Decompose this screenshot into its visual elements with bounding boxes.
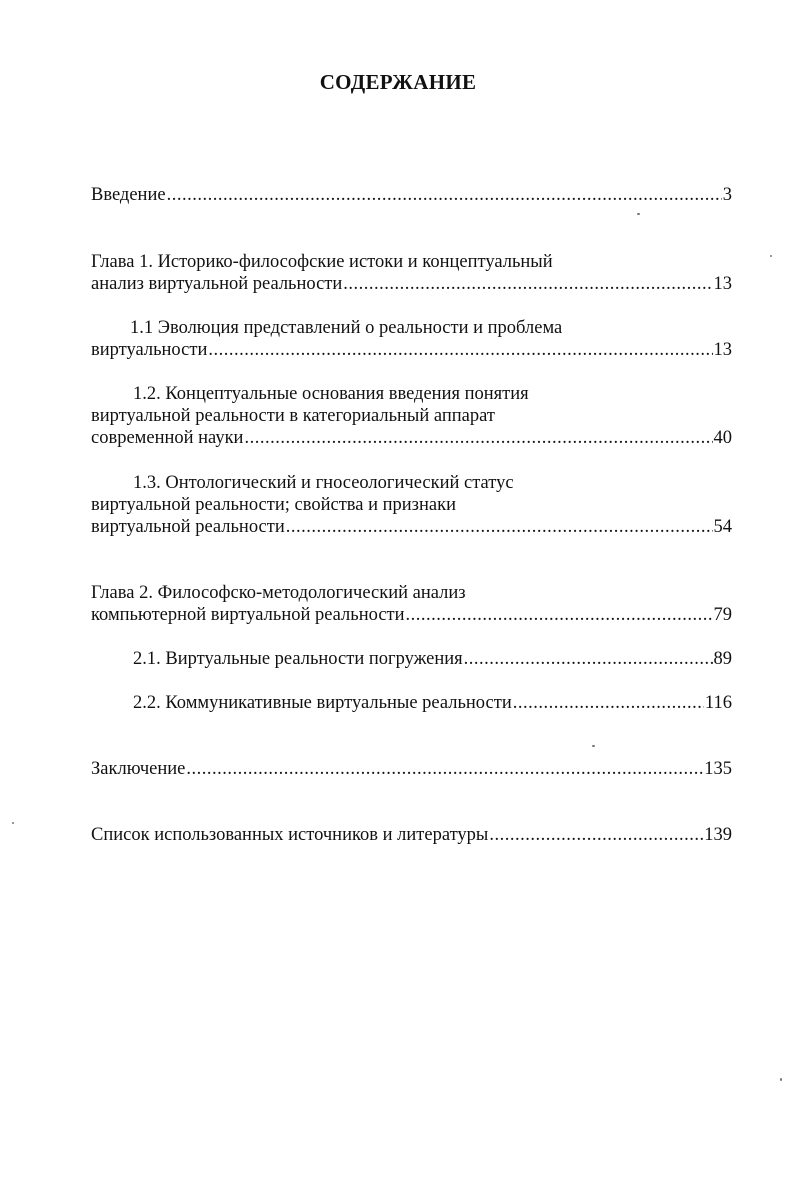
toc-entry-chapter-2 xyxy=(91,582,732,626)
toc-entry-bibliography xyxy=(91,824,732,846)
toc-entry-text: виртуальной реальности xyxy=(91,517,285,537)
toc-entry-chapter-1 xyxy=(91,251,732,295)
toc-page-number: 79 xyxy=(713,605,732,625)
toc-page-number: 40 xyxy=(713,428,732,448)
dot-leader xyxy=(208,339,712,361)
toc-entry-line: Глава 1. Историко-философские истоки и концептуальный xyxy=(91,252,553,272)
toc-entry-text: современной науки xyxy=(91,428,244,448)
toc-entry-text: 2.2. Коммуникативные виртуальные реальности xyxy=(133,693,512,713)
dot-leader xyxy=(186,758,703,780)
toc-entry-section-2-2 xyxy=(91,692,732,714)
toc-title: СОДЕРЖАНИЕ xyxy=(319,70,477,94)
scan-speck xyxy=(592,745,595,747)
toc-entry-line: 1.3. Онтологический и гносеологический статус xyxy=(133,473,514,493)
toc-entry-text: анализ виртуальной реальности xyxy=(91,274,343,294)
toc-entry-text: Заключение xyxy=(91,759,186,779)
toc-page-number: 139 xyxy=(704,825,732,845)
toc-entry-line: виртуальной реальности в категориальный аппарат xyxy=(91,406,495,426)
toc-entry-text: Введение xyxy=(91,185,166,205)
toc-entry-introduction xyxy=(91,184,732,206)
dot-leader xyxy=(286,516,713,538)
toc-page-number: 89 xyxy=(713,649,732,669)
dot-leader xyxy=(489,824,703,846)
toc-page-number: 13 xyxy=(713,274,732,294)
toc-entry-conclusion xyxy=(91,758,732,780)
toc-entry-line: 1.1 Эволюция представлений о реальности и проблема xyxy=(130,318,563,338)
toc-page-number: 54 xyxy=(713,517,732,537)
toc-page-number: 135 xyxy=(704,759,732,779)
scan-speck xyxy=(780,1078,782,1081)
toc-entry-text: компьютерной виртуальной реальности xyxy=(91,605,405,625)
dot-leader xyxy=(464,648,713,670)
toc-entry-section-1-2 xyxy=(91,383,732,449)
toc-entry-line: 1.2. Концептуальные основания введения понятия xyxy=(133,384,529,404)
dot-leader xyxy=(513,692,704,714)
dot-leader xyxy=(167,184,722,206)
scan-speck xyxy=(770,255,772,257)
toc-page-number: 13 xyxy=(713,340,732,360)
scan-speck xyxy=(637,213,640,215)
toc-page-number: 116 xyxy=(704,693,732,713)
dot-leader xyxy=(406,604,713,626)
toc-entry-section-1-3 xyxy=(91,472,732,538)
toc-entry-line: виртуальной реальности; свойства и признаки xyxy=(91,495,456,515)
toc-page-number: 3 xyxy=(722,185,732,205)
toc-entry-text: 2.1. Виртуальные реальности погружения xyxy=(133,649,463,669)
toc-entry-text: Список использованных источников и литературы xyxy=(91,825,489,845)
dot-leader xyxy=(343,273,712,295)
toc-entry-section-2-1 xyxy=(91,648,732,670)
toc-entry-line: Глава 2. Философско-методологический анализ xyxy=(91,583,466,603)
dot-leader xyxy=(244,427,712,449)
toc-entry-text: виртуальности xyxy=(91,340,208,360)
scan-speck xyxy=(12,822,14,824)
toc-entry-section-1-1 xyxy=(91,317,732,361)
